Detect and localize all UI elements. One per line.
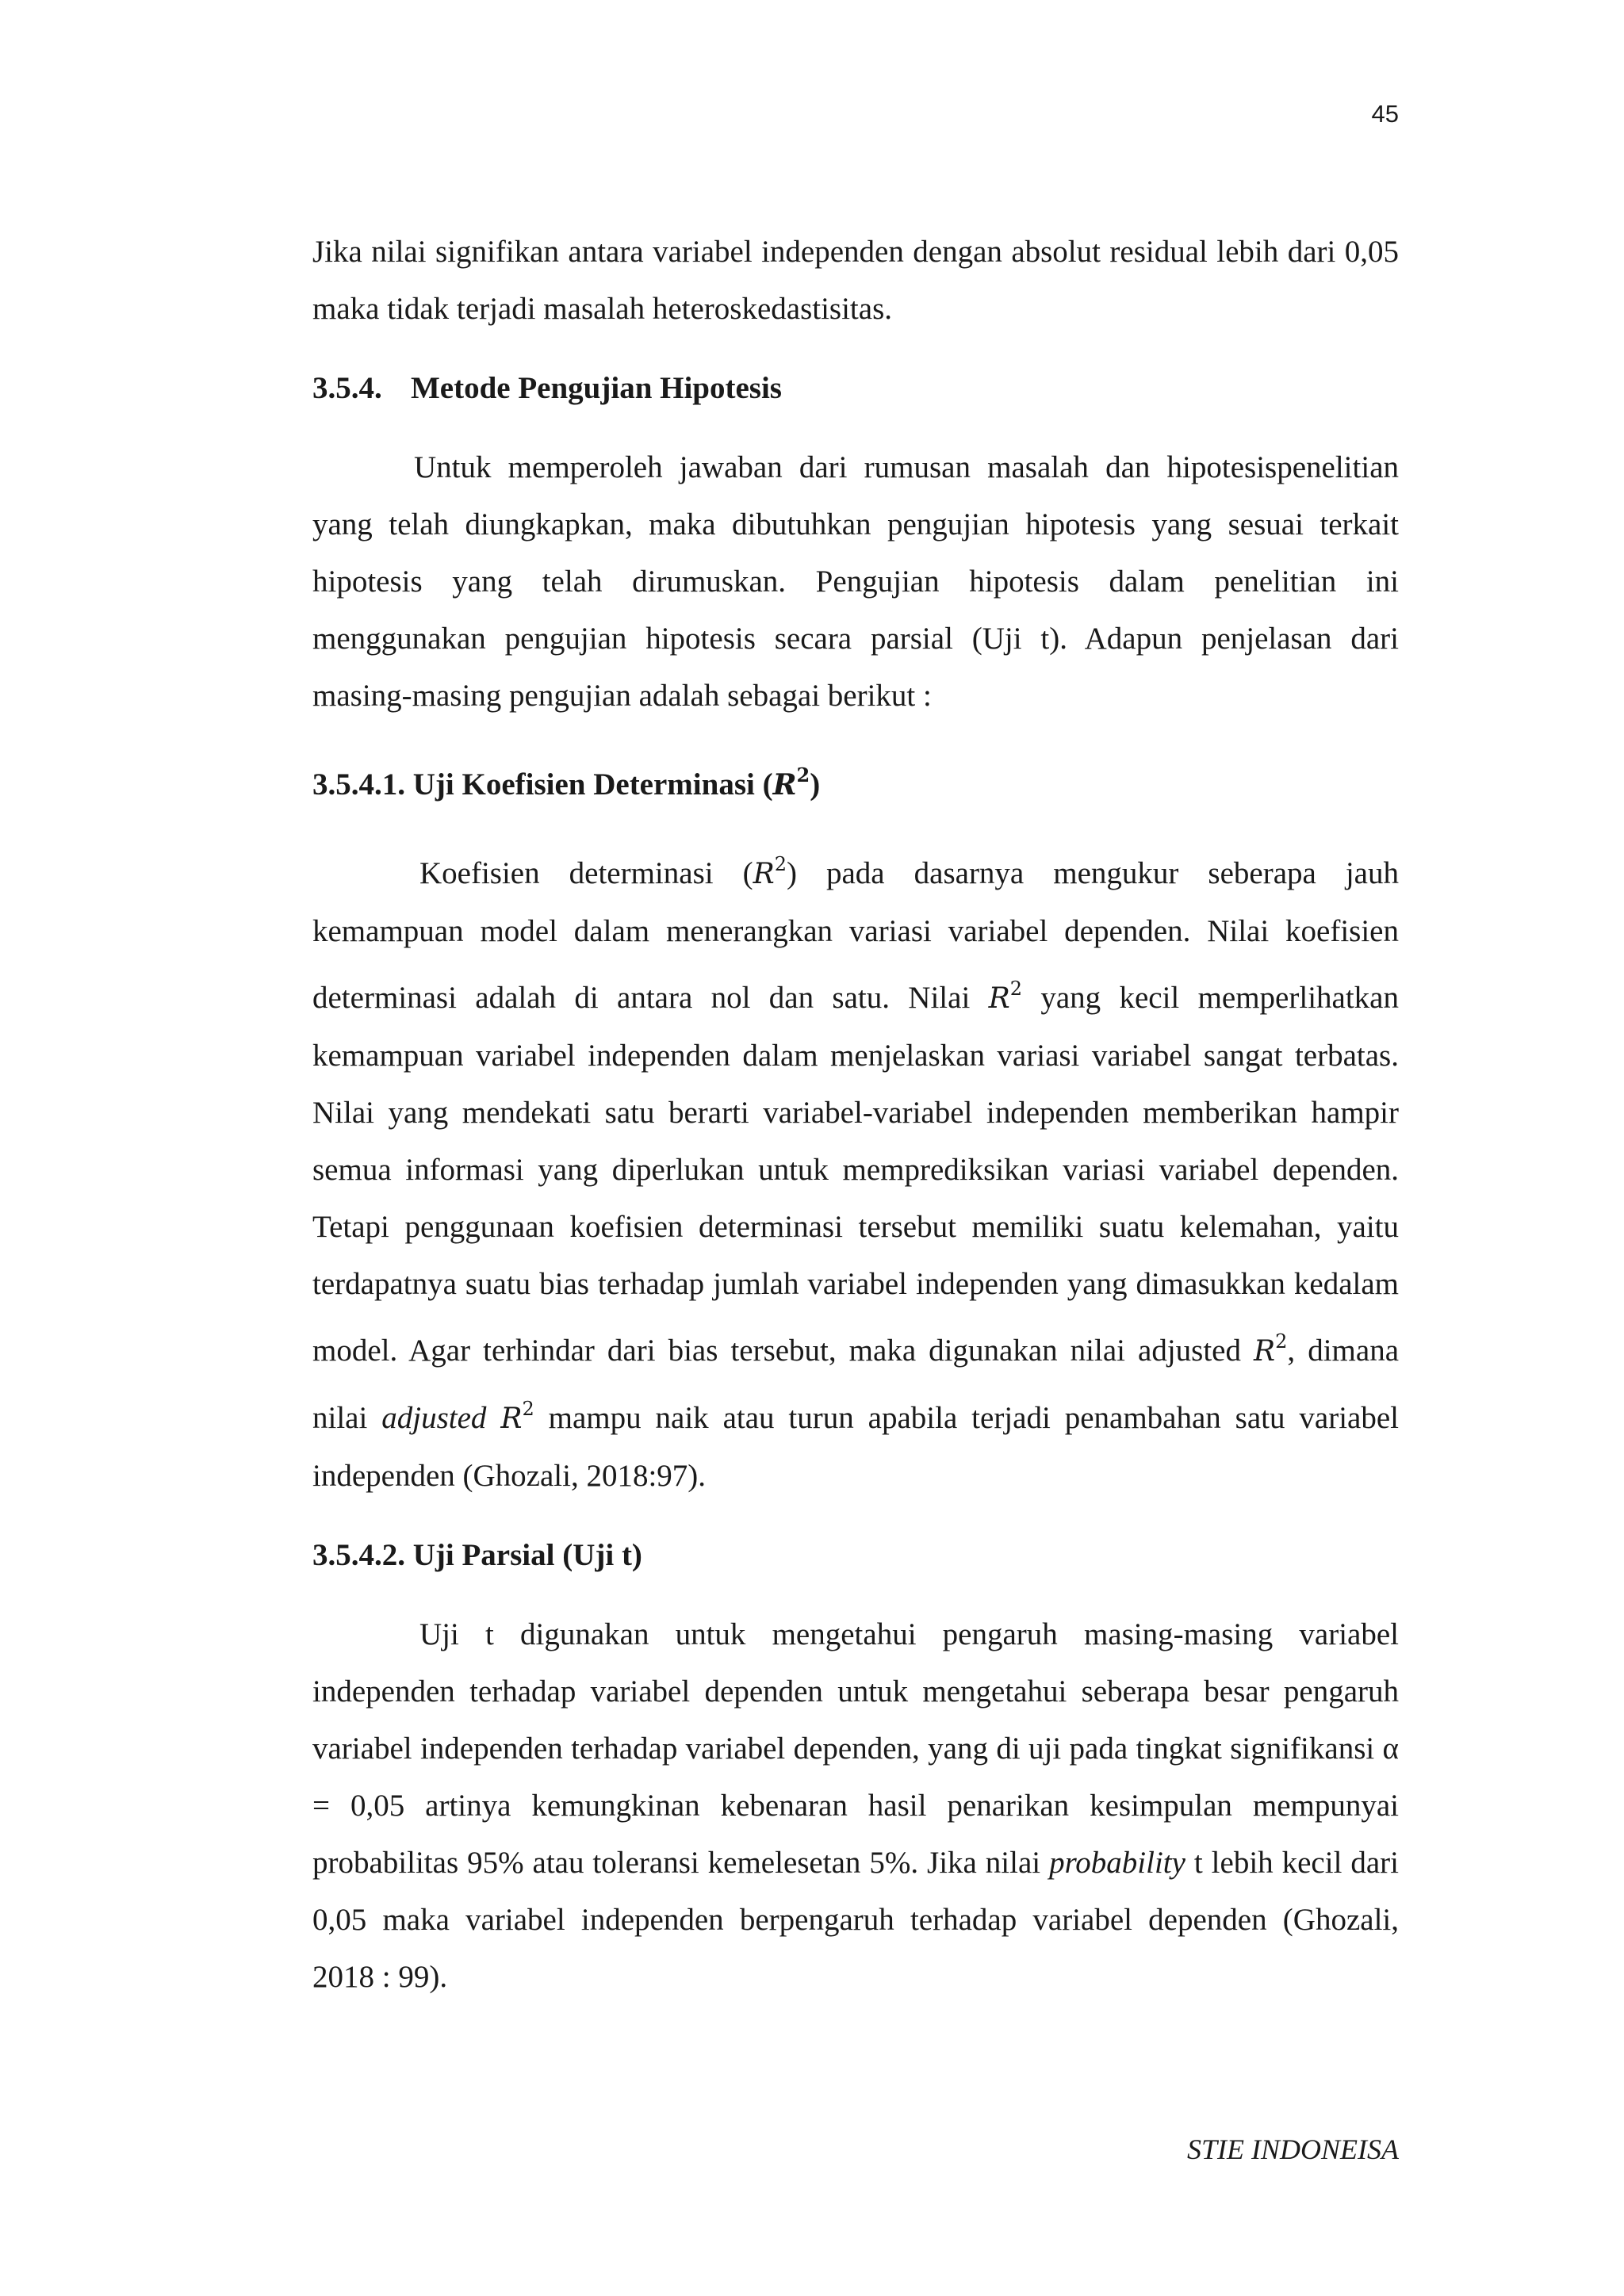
paragraph-uji-parsial: Uji t digunakan untuk mengetahui pengaruh masing-masing variabel independen terhadap variabel dependen untuk mengetahui seberapa besar pengaruh variabel independen terhadap variabel dependen, yang di uji pada tingkat signifikansi α = 0,05 artinya kemungkinan kebenaran hasil penarikan kesimpulan mempunyai probabilitas 95% atau toleransi kemelesetan 5%. Jika nilai probability t lebih kecil dari 0,05 maka variabel independen berpengaruh terhadap variabel dependen (Ghozali, 2018 : 99). — [312, 1617, 1399, 1994]
r-squared-symbol: $R^2$ — [988, 978, 1022, 1015]
page-number: 45 — [1371, 100, 1399, 128]
r-squared-symbol: $R^2$ — [1254, 1330, 1288, 1368]
r-squared-symbol: $R^2$ — [753, 853, 787, 890]
r-squared-symbol: $R^2$ — [500, 1398, 534, 1435]
section-heading-3541: 3.5.4.1. Uji Koefisien Determinasi $(R^2)$ — [312, 763, 821, 802]
section-title: 3.5.4.1. Uji Koefisien Determinasi ( — [312, 767, 773, 802]
italic-term: probability — [1049, 1846, 1185, 1880]
section-title: 3.5.4.2. Uji Parsial (Uji t) — [312, 1538, 642, 1572]
section-heading-3542 — [312, 1527, 1399, 1584]
paragraph-koefisien-determinasi: Koefisien determinasi $(R^2)$ pada dasarnya mengukur seberapa jauh kemampuan model dalam menerangkan variasi variabel dependen. Nilai koefisien determinasi adalah di antara nol dan satu. Nilai $R^2$ yang kecil memperlihatkan kemampuan variabel independen dalam menjelaskan variasi variabel sangat terbatas. Nilai yang mendekati satu berarti variabel-variabel independen memberikan hampir semua informasi yang diperlukan untuk memprediksikan variasi variabel dependen. Tetapi penggunaan koefisien determinasi tersebut memiliki suatu kelemahan, yaitu terdapatnya suatu bias terhadap jumlah variabel independen yang dimasukkan kedalam model. Agar terhindar dari bias tersebut, maka digunakan nilai adjusted $R^2$, dimana nilai adjusted $R^2$ mampu naik atau turun apabila terjadi penambahan satu variabel independen (Ghozali, 2018:97). — [312, 853, 1400, 1493]
page-content — [312, 224, 1399, 2006]
r-squared-symbol: $R^2$ — [772, 763, 810, 802]
paragraph-metode-pengujian: Untuk memperoleh jawaban dari rumusan masalah dan hipotesispenelitian yang telah diungkapkan, maka dibutuhkan pengujian hipotesis yang sesuai terkait hipotesis yang telah dirumuskan. Pengujian hipotesis dalam penelitian ini menggunakan pengujian hipotesis secara parsial (Uji t). Adapun penjelasan dari masing-masing pengujian adalah sebagai berikut : — [312, 450, 1399, 713]
page-footer: STIE INDONEISA — [1187, 2133, 1399, 2165]
section-title: Metode Pengujian Hipotesis — [411, 371, 782, 405]
italic-term: adjusted — [381, 1401, 487, 1435]
section-number: 3.5.4. — [312, 371, 382, 405]
section-heading-354 — [312, 360, 1399, 417]
intro-paragraph: Jika nilai signifikan antara variabel independen dengan absolut residual lebih dari 0,05 maka tidak terjadi masalah heteroskedastisitas. — [312, 235, 1399, 326]
